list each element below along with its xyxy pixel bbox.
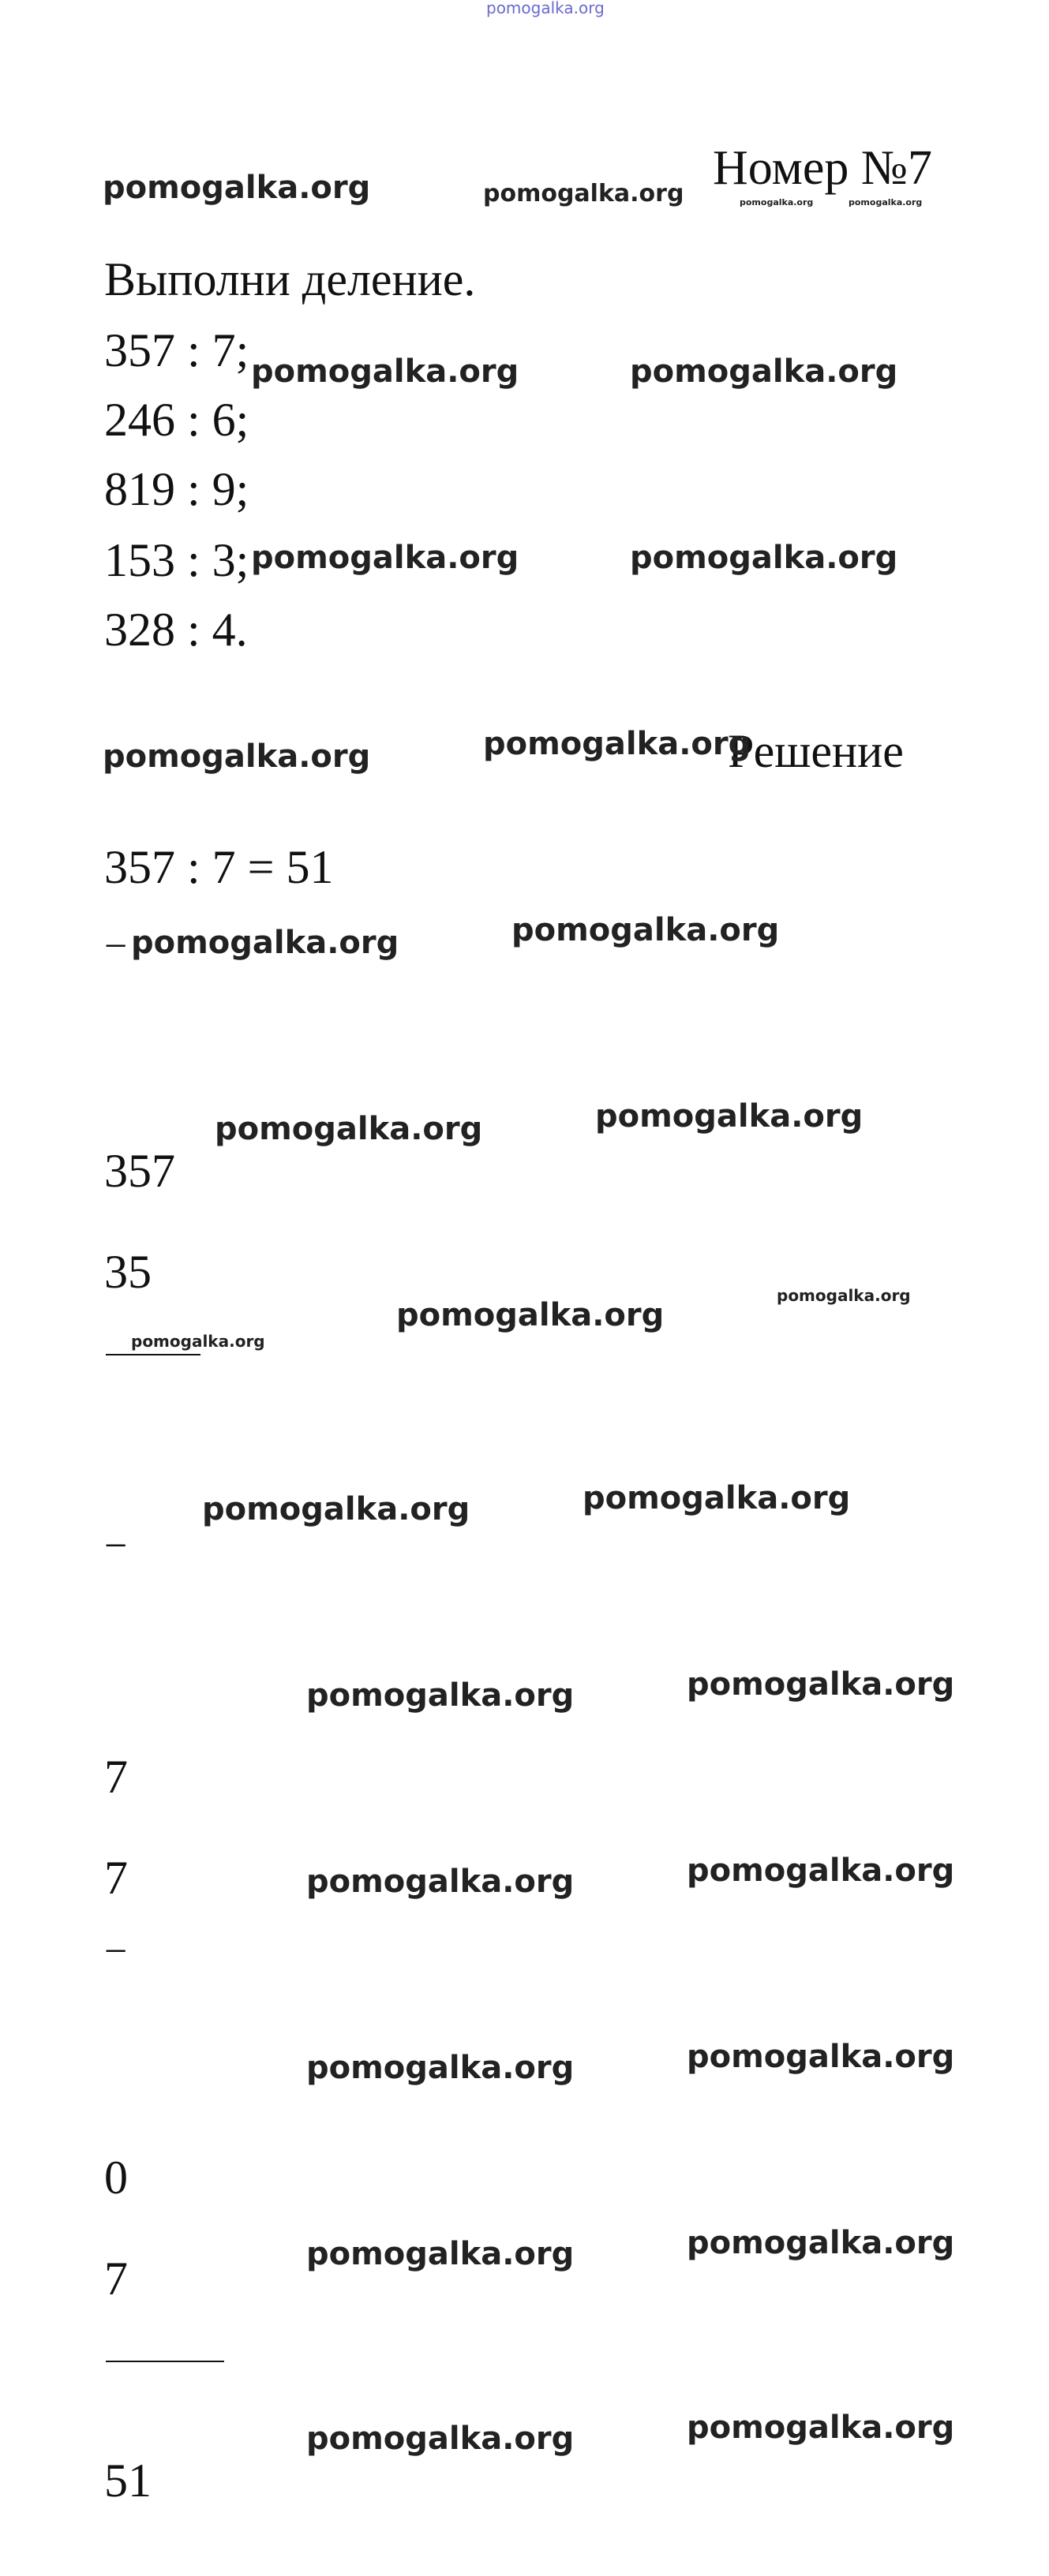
quotient: 51 bbox=[104, 2454, 152, 2507]
watermark: pomogalka.org bbox=[777, 1286, 911, 1305]
task-item-1: 357 : 7; bbox=[104, 324, 249, 376]
watermark: pomogalka.org bbox=[630, 353, 898, 390]
watermark: pomogalka.org bbox=[483, 180, 684, 208]
watermark: pomogalka.org bbox=[202, 1491, 470, 1527]
underline-1 bbox=[106, 1354, 200, 1355]
task-item-2: 246 : 6; bbox=[104, 394, 249, 446]
solution-heading: Решение bbox=[728, 725, 904, 777]
watermark: pomogalka.org bbox=[483, 726, 751, 762]
minus-sign: − bbox=[104, 1929, 128, 1974]
minus-sign: − bbox=[104, 924, 128, 969]
watermark: pomogalka.org bbox=[687, 2039, 955, 2075]
watermark: pomogalka.org bbox=[396, 1297, 665, 1333]
solution-equation: 357 : 7 = 51 bbox=[104, 841, 334, 893]
watermark: pomogalka.org bbox=[306, 1864, 575, 1900]
watermark: pomogalka.org bbox=[306, 2236, 575, 2272]
partial-product-2: 7 bbox=[104, 1852, 128, 1904]
task-item-5: 328 : 4. bbox=[104, 604, 248, 656]
watermark: pomogalka.org bbox=[251, 540, 519, 576]
watermark: pomogalka.org bbox=[103, 738, 371, 775]
watermark: pomogalka.org bbox=[251, 353, 519, 390]
watermark: pomogalka.org bbox=[306, 2421, 575, 2457]
watermark: pomogalka.org bbox=[595, 1098, 864, 1135]
underline-2 bbox=[106, 2361, 224, 2362]
final-remainder: 0 bbox=[104, 2152, 128, 2204]
watermark: pomogalka.org bbox=[630, 540, 898, 576]
watermark: pomogalka.org bbox=[215, 1111, 483, 1147]
page-title: Номер №7 bbox=[713, 141, 933, 195]
remainder-1: 7 bbox=[104, 1751, 128, 1803]
minus-sign: − bbox=[104, 1524, 128, 1568]
watermark: pomogalka.org bbox=[849, 197, 923, 208]
partial-product-1: 35 bbox=[104, 1246, 152, 1298]
divisor: 7 bbox=[104, 2253, 128, 2305]
watermark: pomogalka.org bbox=[583, 1480, 851, 1516]
watermark: pomogalka.org bbox=[740, 197, 814, 208]
watermark: pomogalka.org bbox=[306, 2050, 575, 2086]
watermark: pomogalka.org bbox=[131, 1332, 265, 1351]
task-item-3: 819 : 9; bbox=[104, 463, 249, 515]
watermark: pomogalka.org bbox=[131, 925, 399, 961]
watermark-top: pomogalka.org bbox=[486, 0, 605, 17]
watermark: pomogalka.org bbox=[687, 1853, 955, 1889]
watermark: pomogalka.org bbox=[687, 2225, 955, 2261]
dividend: 357 bbox=[104, 1145, 175, 1197]
watermark: pomogalka.org bbox=[306, 1677, 575, 1714]
watermark: pomogalka.org bbox=[687, 2410, 955, 2446]
watermark: pomogalka.org bbox=[687, 1666, 955, 1703]
watermark: pomogalka.org bbox=[103, 170, 371, 206]
task-prompt: Выполни деление. bbox=[104, 253, 476, 305]
task-item-4: 153 : 3; bbox=[104, 534, 249, 586]
watermark: pomogalka.org bbox=[511, 912, 780, 948]
